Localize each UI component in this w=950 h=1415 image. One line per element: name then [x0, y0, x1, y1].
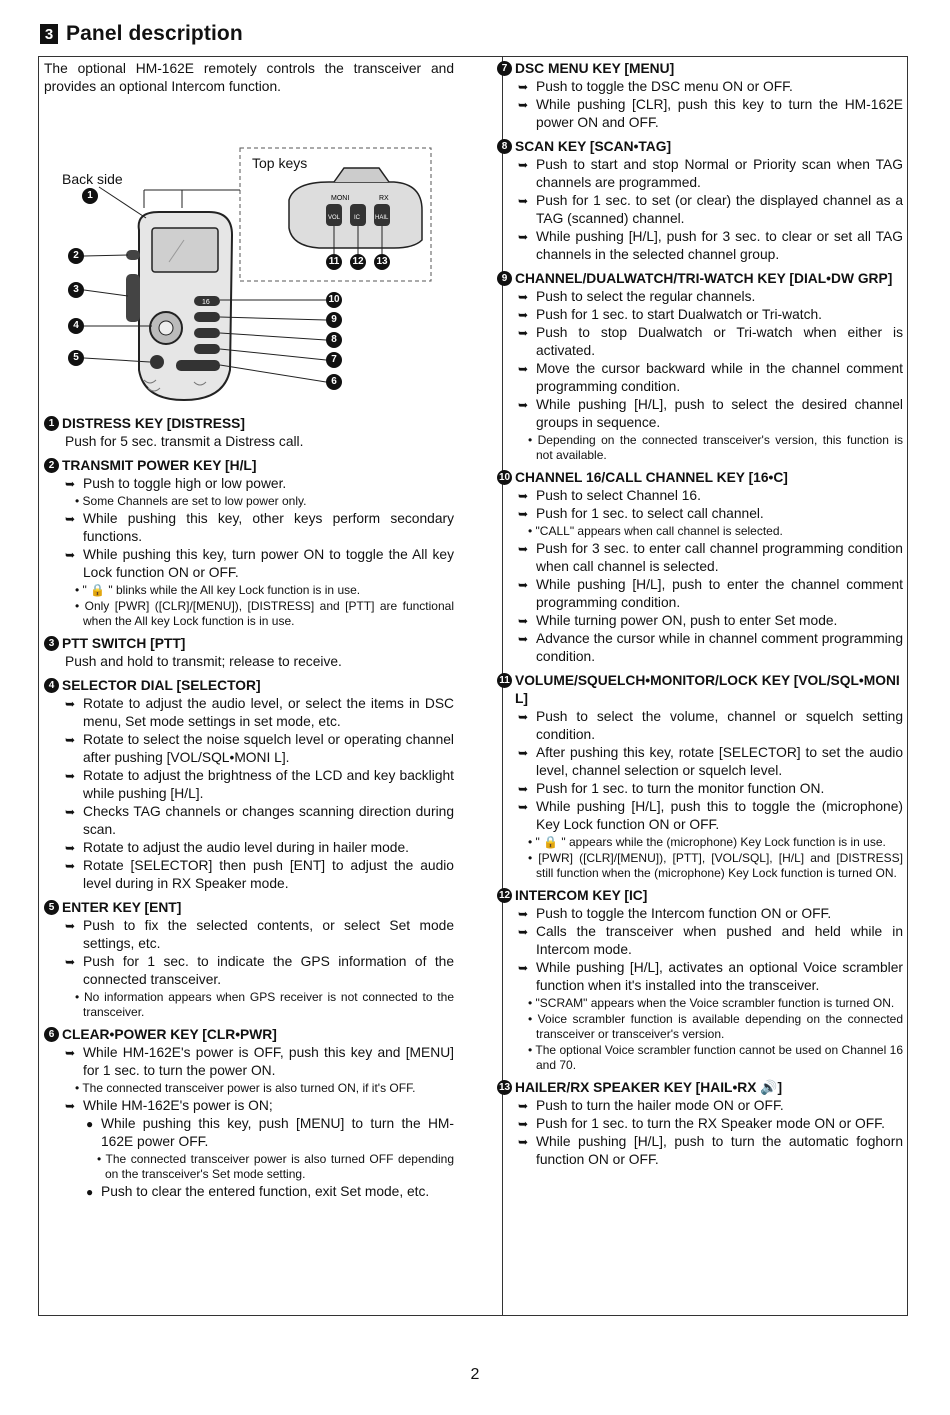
microphone-illustration	[44, 100, 454, 405]
bullet-text: Push for 3 sec. to enter call channel programming condition when call channel is selected.	[536, 541, 903, 574]
dot-bullet-icon: ●	[86, 1185, 94, 1199]
bullet-text: While pushing [H/L], push to enter the channel comment programming condition.	[536, 577, 903, 610]
arrow-bullet-icon: ➥	[65, 1099, 76, 1113]
callout-11: 11	[326, 254, 342, 270]
bullet-item	[497, 612, 903, 630]
bullet-text: Move the cursor backward while in the channel comment programming condition.	[536, 361, 903, 394]
entry-12	[497, 887, 903, 1073]
note-text: • Voice scrambler function is available depending on the connected transceiver or transceiver's version.	[528, 1012, 903, 1041]
section-header	[40, 22, 243, 46]
callout-1: 1	[82, 188, 98, 204]
entry-heading	[497, 469, 903, 487]
entry-number: 1	[44, 416, 59, 431]
arrow-bullet-icon: ➥	[518, 194, 529, 208]
bullet-text: Rotate to adjust the audio level during in hailer mode.	[83, 840, 409, 855]
bullet-item	[497, 306, 903, 324]
entry-heading	[497, 270, 903, 288]
entry-6	[44, 1026, 454, 1201]
bullet-item	[497, 540, 903, 576]
arrow-bullet-icon: ➥	[518, 362, 529, 376]
page-number: 2	[470, 1366, 480, 1383]
entry-heading	[44, 899, 454, 917]
bullet-item	[44, 857, 454, 893]
bullet-text: Push for 1 sec. to turn the monitor function ON.	[536, 781, 825, 796]
top-keys-label: Top keys	[252, 155, 308, 171]
bullet-text: Push to select Channel 16.	[536, 488, 701, 503]
bullet-text: Push for 1 sec. to turn the RX Speaker mode ON or OFF.	[536, 1116, 885, 1131]
entry-heading	[497, 887, 903, 905]
arrow-bullet-icon: ➥	[65, 955, 76, 969]
bullet-item	[497, 959, 903, 995]
arrow-bullet-icon: ➥	[65, 733, 76, 747]
bullet-item	[44, 767, 454, 803]
left-entry-list	[44, 415, 454, 1201]
entry-3	[44, 635, 454, 671]
entry-heading	[44, 635, 454, 653]
bullet-item	[44, 917, 454, 953]
bullet-item	[44, 803, 454, 839]
arrow-bullet-icon: ➥	[518, 632, 529, 646]
bullet-text: Push to toggle high or low power.	[83, 476, 287, 491]
key-16-caption: 16	[202, 299, 210, 306]
arrow-bullet-icon: ➥	[518, 158, 529, 172]
arrow-bullet-icon: ➥	[518, 782, 529, 796]
arrow-bullet-icon: ➥	[65, 919, 76, 933]
callout-13: 13	[374, 254, 390, 270]
entry-number: 5	[44, 900, 59, 915]
entry-1	[44, 415, 454, 451]
arrow-bullet-icon: ➥	[65, 805, 76, 819]
page-title: Panel description	[66, 22, 243, 45]
bullet-text: While HM-162E's power is ON;	[83, 1098, 273, 1113]
section-number: 3	[40, 24, 58, 44]
bullet-item	[497, 192, 903, 228]
note-text: • The connected transceiver power is also turned ON, if it's OFF.	[75, 1081, 416, 1095]
bullet-item	[44, 839, 454, 857]
callout-9: 9	[326, 312, 342, 328]
entry-7	[497, 60, 903, 132]
intro-text: The optional HM-162E remotely controls the transceiver and provides an optional Intercom function.	[44, 61, 454, 94]
leader-line-7	[220, 349, 326, 360]
note-text: • " 🔒 " blinks while the All key Lock function is in use.	[75, 583, 361, 597]
ptt-switch-shape	[126, 274, 140, 322]
bullet-text: Calls the transceiver when pushed and held while in Intercom mode.	[536, 924, 903, 957]
leader-line-2	[84, 255, 128, 256]
entry-number: 9	[497, 271, 512, 286]
arrow-bullet-icon: ➥	[518, 542, 529, 556]
arrow-bullet-icon: ➥	[518, 80, 529, 94]
arrow-bullet-icon: ➥	[518, 746, 529, 760]
note-text: • The optional Voice scrambler function cannot be used on Channel 16 and 70.	[528, 1043, 903, 1072]
arrow-bullet-icon: ➥	[518, 907, 529, 921]
leader-line-1	[99, 187, 146, 218]
key-menu-shape	[194, 344, 220, 354]
entry-heading	[497, 1079, 903, 1097]
bullet-text: Push for 1 sec. to start Dualwatch or Tri-watch.	[536, 307, 823, 322]
arrow-bullet-icon: ➥	[518, 710, 529, 724]
vol-key-caption: VOL	[328, 215, 341, 221]
callout-4: 4	[68, 318, 84, 334]
entry-title: SELECTOR DIAL [SELECTOR]	[62, 678, 261, 693]
note-text: • Some Channels are set to low power only.	[75, 494, 307, 508]
entry-number: 13	[497, 1080, 512, 1095]
entry-heading	[497, 672, 903, 708]
callout-3: 3	[68, 282, 84, 298]
entry-number: 2	[44, 458, 59, 473]
entry-heading	[44, 1026, 454, 1044]
bullet-item	[44, 953, 454, 989]
entry-13	[497, 1079, 903, 1169]
key-ent-shape	[150, 355, 164, 369]
note-text: • "SCRAM" appears when the Voice scrambler function is turned ON.	[528, 996, 895, 1010]
ic-key-caption: IC	[354, 215, 360, 221]
bullet-item	[497, 708, 903, 744]
arrow-bullet-icon: ➥	[518, 290, 529, 304]
entry-heading	[44, 677, 454, 695]
entry-heading	[44, 457, 454, 475]
arrow-bullet-icon: ➥	[518, 98, 529, 112]
bullet-item	[44, 475, 454, 493]
bullet-item	[497, 630, 903, 666]
arrow-bullet-icon: ➥	[518, 614, 529, 628]
bullet-text: Push for 1 sec. to select call channel.	[536, 506, 764, 521]
entry-heading	[497, 60, 903, 78]
bullet-text: Push to select the regular channels.	[536, 289, 756, 304]
bullet-item	[497, 360, 903, 396]
bullet-item	[44, 695, 454, 731]
entry-2	[44, 457, 454, 629]
entry-9	[497, 270, 903, 463]
bullet-item	[497, 905, 903, 923]
arrow-bullet-icon: ➥	[518, 308, 529, 322]
sub-bullet-item	[44, 1183, 454, 1201]
arrow-bullet-icon: ➥	[65, 1046, 76, 1060]
note-text: • [PWR] ([CLR]/[MENU]), [PTT], [VOL/SQL], [H/L] and [DISTRESS] still function when the (microphone) Key Lock function is turned ON.	[528, 851, 903, 880]
entry-number: 6	[44, 1027, 59, 1042]
bullet-item	[497, 228, 903, 264]
bullet-item	[44, 731, 454, 767]
entry-number: 11	[497, 673, 512, 688]
bullet-text: Advance the cursor while in channel comment programming condition.	[536, 631, 903, 664]
bullet-text: Rotate [SELECTOR] then push [ENT] to adjust the audio level during in RX Speaker mode.	[83, 858, 454, 891]
entry-11	[497, 672, 903, 881]
arrow-bullet-icon: ➥	[65, 769, 76, 783]
arrow-bullet-icon: ➥	[518, 489, 529, 503]
hail-key-caption: HAIL	[375, 215, 389, 221]
bullet-item	[497, 487, 903, 505]
entry-5	[44, 899, 454, 1020]
arrow-bullet-icon: ➥	[518, 961, 529, 975]
entry-10	[497, 469, 903, 666]
bullet-item	[497, 1115, 903, 1133]
bullet-item	[44, 546, 454, 582]
bullet-text: Push to select the volume, channel or squelch setting condition.	[536, 709, 903, 742]
key-clr-shape	[176, 360, 220, 371]
arrow-bullet-icon: ➥	[65, 697, 76, 711]
callout-12: 12	[350, 254, 366, 270]
arrow-bullet-icon: ➥	[518, 1117, 529, 1131]
selector-dial-center	[159, 321, 173, 335]
bullet-text: Push to toggle the DSC menu ON or OFF.	[536, 79, 793, 94]
cable-plug	[334, 168, 389, 182]
callout-10: 10	[326, 292, 342, 308]
lcd-screen	[152, 228, 218, 272]
bullet-item	[497, 324, 903, 360]
entry-title: CLEAR•POWER KEY [CLR•PWR]	[62, 1027, 277, 1042]
key-scan-shape	[194, 328, 220, 338]
bullet-text: Push to fix the selected contents, or select Set mode settings, etc.	[83, 918, 454, 951]
bullet-text: Push to turn the hailer mode ON or OFF.	[536, 1098, 784, 1113]
arrow-bullet-icon: ➥	[65, 859, 76, 873]
bullet-text: While pushing [H/L], push to turn the automatic foghorn function ON or OFF.	[536, 1134, 903, 1167]
arrow-bullet-icon: ➥	[65, 477, 76, 491]
bullet-text: Push to start and stop Normal or Priority scan when TAG channels are programmed.	[536, 157, 903, 190]
arrow-bullet-icon: ➥	[518, 578, 529, 592]
entry-title: CHANNEL 16/CALL CHANNEL KEY [16•C]	[515, 470, 788, 485]
microphone-diagram	[44, 100, 454, 405]
entry-title: PTT SWITCH [PTT]	[62, 636, 186, 651]
callout-8: 8	[326, 332, 342, 348]
right-column	[497, 60, 903, 1175]
bullet-text: While pushing [H/L], push to select the desired channel groups in sequence.	[536, 397, 903, 430]
entry-number: 10	[497, 470, 512, 485]
sub-bullet-item	[44, 1115, 454, 1151]
moni-key-caption: MONI	[331, 195, 350, 202]
back-side-label: Back side	[62, 171, 123, 187]
entry-title: INTERCOM KEY [IC]	[515, 888, 648, 903]
bullet-item	[497, 780, 903, 798]
leader-line-8	[220, 333, 326, 340]
callout-6: 6	[326, 374, 342, 390]
bullet-item	[44, 1097, 454, 1115]
dot-bullet-icon: ●	[86, 1117, 94, 1131]
bullet-item	[497, 576, 903, 612]
leader-line-9	[220, 317, 326, 320]
bullet-item	[497, 923, 903, 959]
bullet-item	[497, 798, 903, 834]
hl-key-shape	[126, 250, 140, 260]
arrow-bullet-icon: ➥	[65, 512, 76, 526]
entry-4	[44, 677, 454, 893]
bullet-item	[497, 744, 903, 780]
entry-title: ENTER KEY [ENT]	[62, 900, 182, 915]
entry-description: Push and hold to transmit; release to receive.	[65, 654, 342, 669]
bullet-item	[497, 1097, 903, 1115]
arrow-bullet-icon: ➥	[518, 507, 529, 521]
bullet-item	[44, 510, 454, 546]
entry-title: DSC MENU KEY [MENU]	[515, 61, 675, 76]
entry-number: 8	[497, 139, 512, 154]
entry-description: Push for 5 sec. transmit a Distress call.	[65, 434, 304, 449]
leader-line-3	[84, 290, 128, 296]
entry-title: HAILER/RX SPEAKER KEY [HAIL•RX 🔊]	[515, 1080, 783, 1095]
content-frame	[38, 56, 908, 1316]
arrow-bullet-icon: ➥	[518, 230, 529, 244]
callout-7: 7	[326, 352, 342, 368]
entry-title: VOLUME/SQUELCH•MONITOR/LOCK KEY [VOL/SQL•MONI L]	[515, 673, 900, 706]
arrow-bullet-icon: ➥	[518, 326, 529, 340]
bullet-item	[497, 396, 903, 432]
note-text: • "CALL" appears when call channel is selected.	[528, 524, 783, 538]
entry-heading	[44, 415, 454, 433]
bullet-text: While pushing [CLR], push this key to turn the HM-162E power ON and OFF.	[536, 97, 903, 130]
bullet-item	[497, 78, 903, 96]
bullet-text: Push for 1 sec. to indicate the GPS information of the connected transceiver.	[83, 954, 454, 987]
entry-number: 3	[44, 636, 59, 651]
bullet-text: Rotate to adjust the brightness of the LCD and key backlight while pushing [H/L].	[83, 768, 454, 801]
entry-number: 7	[497, 61, 512, 76]
note-text: • " 🔒 " appears while the (microphone) Key Lock function is in use.	[528, 835, 886, 849]
callout-2: 2	[68, 248, 84, 264]
entry-8	[497, 138, 903, 264]
arrow-bullet-icon: ➥	[518, 1135, 529, 1149]
bullet-text: While pushing [H/L], activates an optional Voice scrambler function when it's installed into the transceiver.	[536, 960, 903, 993]
bullet-item	[44, 1044, 454, 1080]
right-entry-list	[497, 60, 903, 1169]
bullet-item	[497, 156, 903, 192]
left-column	[44, 60, 454, 1207]
bullet-text: While pushing [H/L], push for 3 sec. to clear or set all TAG channels in the selected channel group.	[536, 229, 903, 262]
bullet-text: Rotate to adjust the audio level, or select the items in DSC menu, Set mode settings in set mode, etc.	[83, 696, 454, 729]
note-text: • Only [PWR] ([CLR]/[MENU]), [DISTRESS] and [PTT] are functional when the All key Lock function is in use.	[75, 599, 454, 628]
note-text: • No information appears when GPS receiver is not connected to the transceiver.	[75, 990, 454, 1019]
arrow-bullet-icon: ➥	[65, 841, 76, 855]
bullet-text: While pushing this key, turn power ON to toggle the All key Lock function ON or OFF.	[83, 547, 454, 580]
rx-key-caption: RX	[379, 195, 389, 202]
arrow-bullet-icon: ➥	[65, 548, 76, 562]
note-text: • Depending on the connected transceiver's version, this function is not available.	[528, 433, 903, 462]
bullet-text: Push to stop Dualwatch or Tri-watch when either is activated.	[536, 325, 903, 358]
arrow-bullet-icon: ➥	[518, 398, 529, 412]
bullet-text: Push to toggle the Intercom function ON or OFF.	[536, 906, 832, 921]
bullet-text: Checks TAG channels or changes scanning direction during scan.	[83, 804, 454, 837]
bullet-item	[497, 1133, 903, 1169]
entry-title: DISTRESS KEY [DISTRESS]	[62, 416, 245, 431]
bullet-text: While HM-162E's power is OFF, push this key and [MENU] for 1 sec. to turn the power ON.	[83, 1045, 454, 1078]
bullet-item	[497, 288, 903, 306]
entry-heading	[497, 138, 903, 156]
callout-5: 5	[68, 350, 84, 366]
arrow-bullet-icon: ➥	[518, 925, 529, 939]
key-dw-shape	[194, 312, 220, 322]
bullet-text: While pushing this key, other keys perform secondary functions.	[83, 511, 454, 544]
leader-line-6	[220, 365, 326, 382]
entry-title: SCAN KEY [SCAN•TAG]	[515, 139, 672, 154]
arrow-bullet-icon: ➥	[518, 800, 529, 814]
sub-bullet-text: Push to clear the entered function, exit Set mode, etc.	[101, 1184, 430, 1199]
bullet-text: After pushing this key, rotate [SELECTOR] to set the audio level, channel selection or squelch level.	[536, 745, 903, 778]
bullet-text: While pushing [H/L], push this to toggle the (microphone) Key Lock function ON or OFF.	[536, 799, 903, 832]
entry-number: 12	[497, 888, 512, 903]
bullet-text: Push for 1 sec. to set (or clear) the displayed channel as a TAG (scanned) channel.	[536, 193, 903, 226]
bullet-item	[497, 505, 903, 523]
entry-title: CHANNEL/DUALWATCH/TRI-WATCH KEY [DIAL•DW GRP]	[515, 271, 893, 286]
bullet-text: While turning power ON, push to enter Set mode.	[536, 613, 838, 628]
arrow-bullet-icon: ➥	[518, 1099, 529, 1113]
entry-number: 4	[44, 678, 59, 693]
sub-bullet-text: While pushing this key, push [MENU] to turn the HM-162E power OFF.	[101, 1116, 454, 1149]
bullet-item	[497, 96, 903, 132]
entry-title: TRANSMIT POWER KEY [H/L]	[62, 458, 257, 473]
sub-note-text: • The connected transceiver power is also turned OFF depending on the transceiver's Set mode setting.	[97, 1152, 454, 1181]
bullet-text: Rotate to select the noise squelch level or operating channel after pushing [VOL/SQL•MONI L].	[83, 732, 454, 765]
